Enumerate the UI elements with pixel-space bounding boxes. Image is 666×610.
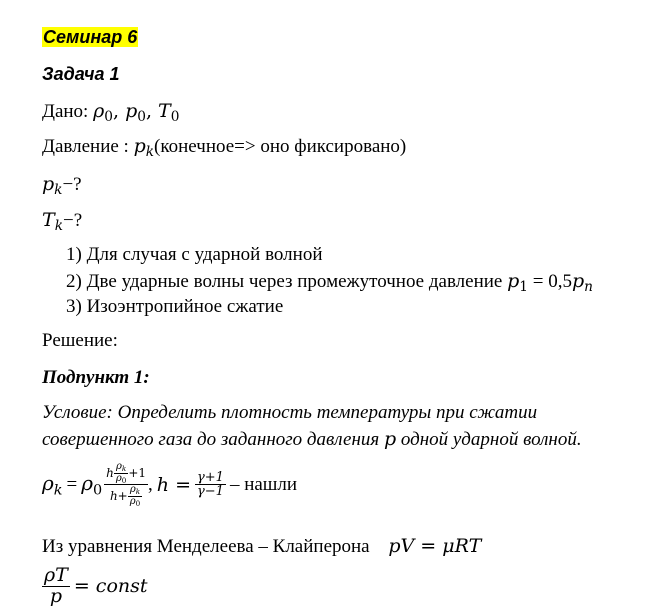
seminar-title <box>42 27 138 48</box>
seminar-title-text: Семинар 6 <box>43 27 138 47</box>
const-formula: $\frac{\rho T}{p}$ = const <box>44 564 148 607</box>
case-3: 3) Изоэнтропийное сжатие <box>66 296 284 317</box>
unknown-pk: $p_k-$? <box>42 173 82 199</box>
mendeleev-line: Из уравнения Менделеева – Клайперона pV = μRT <box>42 535 482 557</box>
task-title: Задача 1 <box>42 64 120 84</box>
pressure-label: Давление : <box>42 136 129 157</box>
pressure-line: Давление : $p_k(конечное=>$ оно фиксировано) <box>42 135 407 161</box>
given-line: Дано: $\rho_0$, $p_0$, $T_0$ <box>42 100 180 126</box>
case-2: 2) Две ударные волны через промежуточное давление $p_1 = 0,5p_n$ <box>66 270 593 296</box>
pressure-comment: (конечное=> оно фиксировано) <box>154 136 407 157</box>
big-fraction: h $\frac{\rho_k}{\rho_0}$ +1 h+ $\frac{\rho_k}{\rho_0}$ <box>106 461 147 509</box>
given-label: Дано: <box>42 101 89 122</box>
case-1: 1) Для случая с ударной волной <box>66 244 323 265</box>
condition-line2: совершенного газа до заданного давления p одной ударной волной. <box>42 428 582 450</box>
density-formula: $\rho_k$ = $\rho_0$ h $\frac{\rho_k}{\rho_0}$ +1 h+ $\frac{\rho_k}{\rho_0}$ , h = $\frac{\gamma+1}{\gamma-1}$ – нашли <box>42 461 298 509</box>
subitem-title: Подпункт 1: <box>42 367 150 388</box>
solution-label: Решение: <box>42 330 118 351</box>
gamma-fraction: $\frac{\gamma+1}{\gamma-1}$ <box>197 469 224 500</box>
unknown-tk: $T_k-$? <box>42 209 83 235</box>
condition-line1: Условие: Определить плотность температуры при сжатии <box>42 402 538 423</box>
